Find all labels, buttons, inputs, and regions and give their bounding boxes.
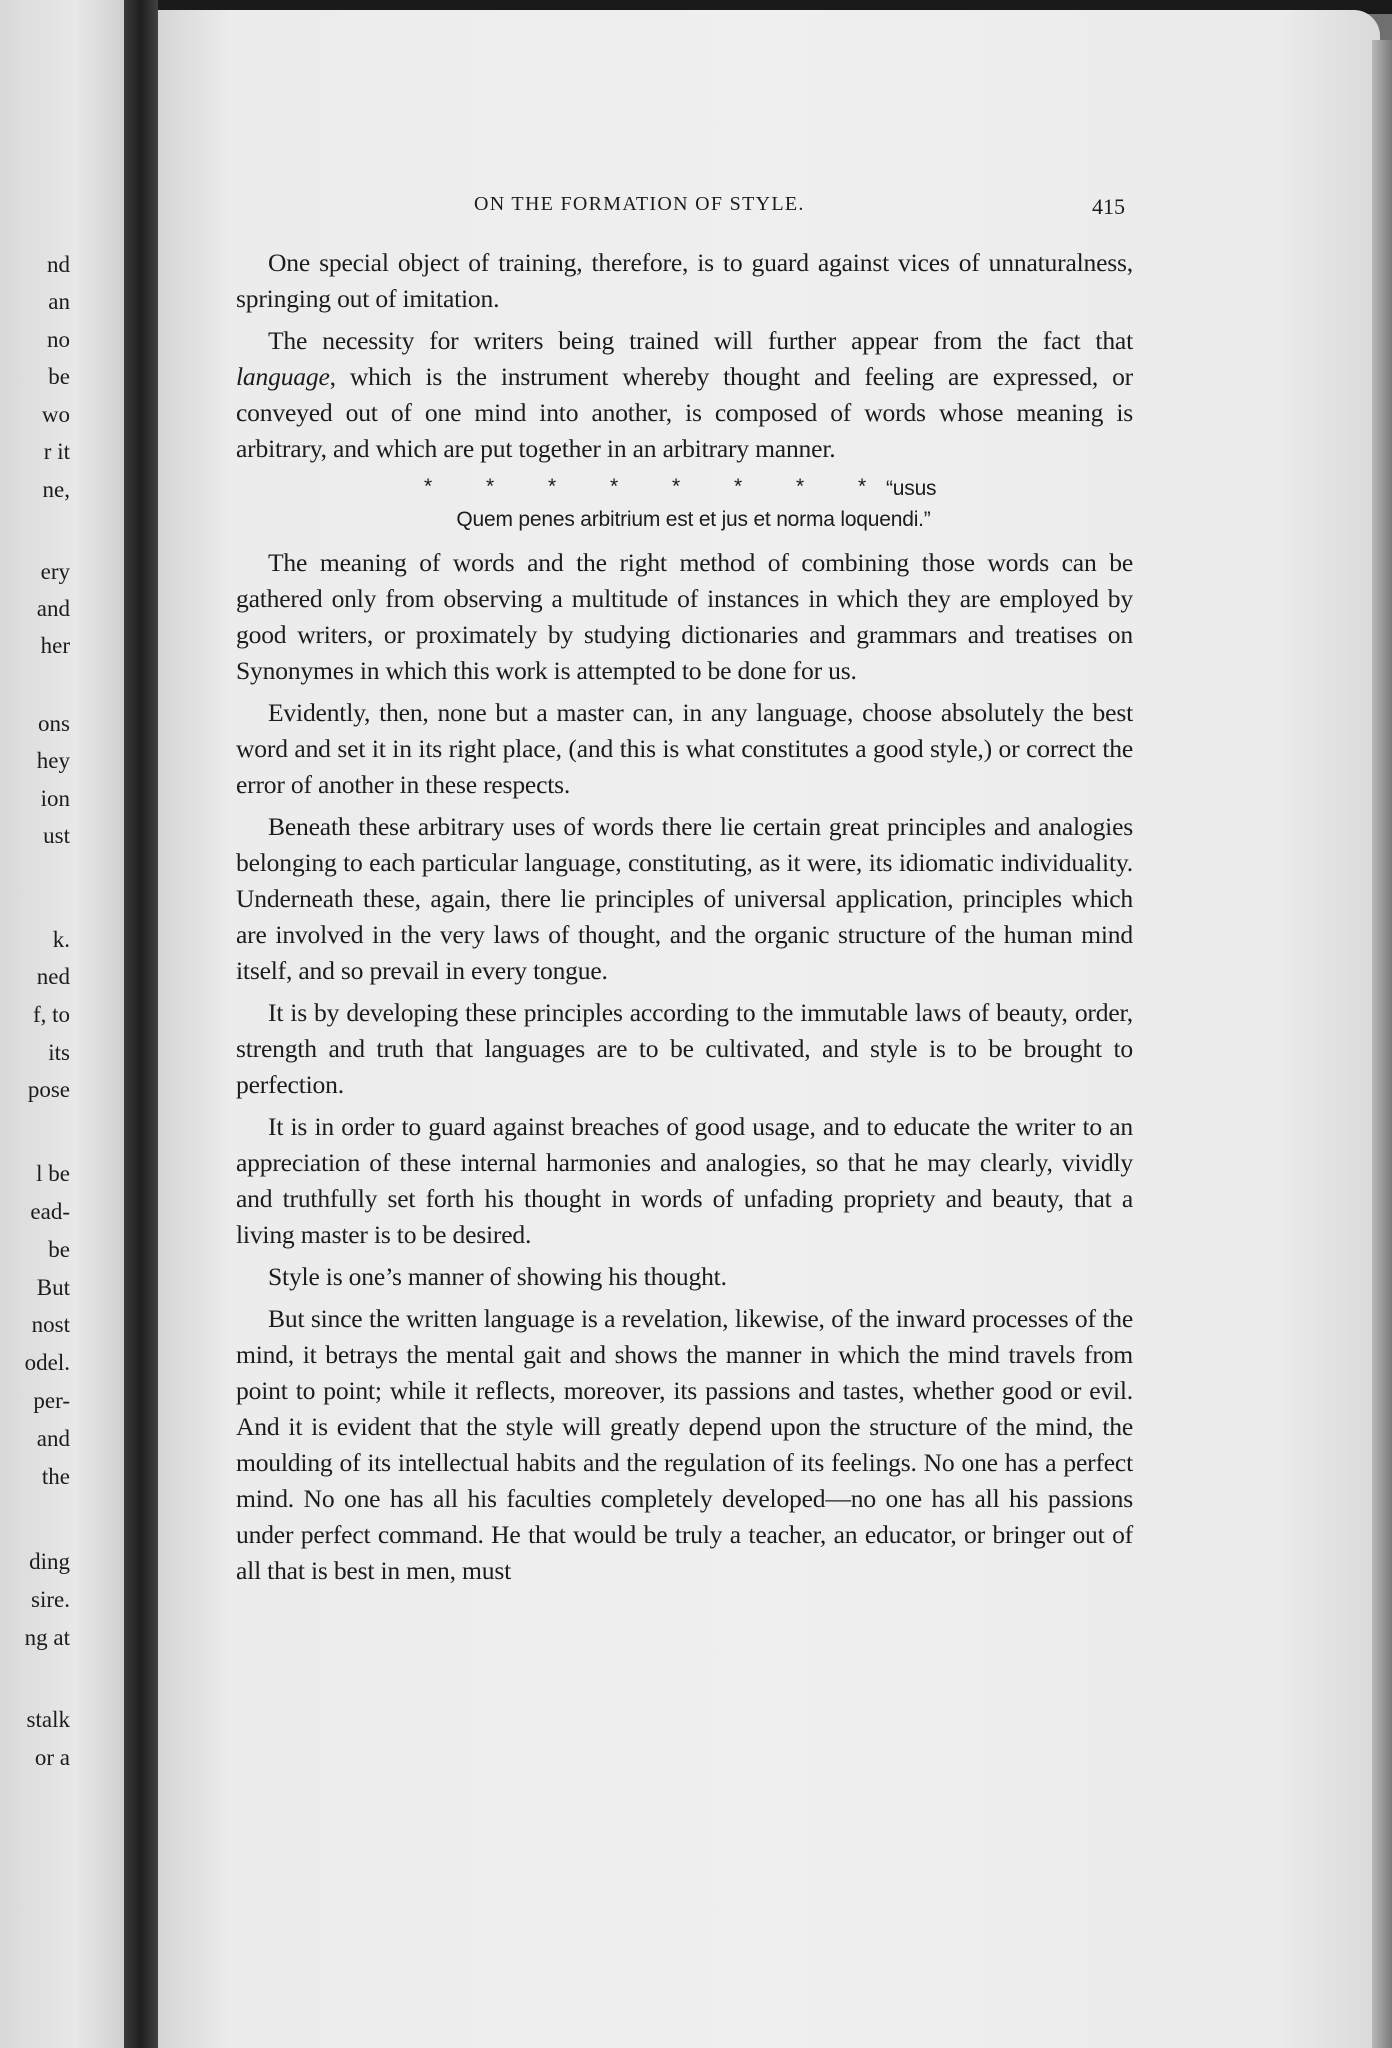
paragraph-9: But since the written language is a revelation, likewise, of the inward processes of the mind, it betrays the mental gait and shows the manner in which the mind travels from point to point; while it reflects, moreover, its passions and tastes, whether good or evil. And it is evident that the style will greatly depend upon the structure of the mind, the moulding of its intellectual habits and the regulation of its feelings. No one has a perfect mind. No one has all his faculties completely developed—no one has all his passions under perfect command. He that would be truly a teacher, an educator, or bringer out of all that is best in men, must — [236, 1304, 1133, 1585]
paragraph-2 — [236, 323, 1133, 467]
paragraph-4: Evidently, then, none but a master can, in any language, choose absolutely the best word and set it in its right place, (and this is what constitutes a good style,) or correct the error of another in these respects. — [236, 698, 1133, 799]
left-page-fragment: stalk — [26, 1707, 70, 1732]
running-head: ON THE FORMATION OF STYLE. — [474, 193, 805, 215]
left-page-fragment: its — [48, 1040, 70, 1065]
left-page-fragment: ng at — [24, 1625, 70, 1650]
left-page-fragment: odel. — [24, 1350, 70, 1375]
left-page-fragment: ion — [40, 786, 70, 811]
body-text — [236, 245, 1133, 1589]
paragraph-6: It is by developing these principles according to the immutable laws of beauty, order, strength and truth that languages are to be cultivated, and style is to be brought to perfection. — [236, 998, 1133, 1099]
left-page-fragment: be — [48, 364, 70, 389]
quotation-line-2: Quem penes arbitrium est et jus et norma loquendi.” — [456, 508, 931, 531]
left-page-fragment: r it — [43, 439, 70, 464]
paragraph-8: Style is one’s manner of showing his thought. — [268, 1262, 727, 1291]
left-page-fragment: her — [40, 633, 70, 658]
paragraph-2-text-b: , which is the instrument whereby thought and feeling are expressed, or conveyed out of one mind into another, is composed of words whose meaning is arbitrary, and which are put together in an arbitrary manner. — [236, 362, 1133, 463]
quotation-opening-word: “usus — [886, 477, 937, 500]
left-page-fragment: ust — [43, 823, 70, 848]
paragraph-2-italic-word: language — [236, 362, 330, 391]
paragraph-2-text-a: The necessity for writers being trained will further appear from the fact that — [268, 326, 1133, 355]
right-page-edge — [1372, 40, 1392, 2048]
left-page-fragment: ons — [38, 711, 70, 736]
left-page-fragment: ead- — [30, 1199, 70, 1224]
left-page-fragment: and — [36, 1426, 70, 1451]
book-gutter — [124, 0, 162, 2048]
left-page-edge — [0, 0, 126, 2048]
left-page-fragment: nd — [47, 252, 70, 277]
paragraph-3: The meaning of words and the right method of combining those words can be gathered only from observing a multitude of instances in which they are employed by good writers, or proximately by studying dictionaries and grammars and treatises on Synonymes in which this work is attempted to be done for us. — [236, 548, 1133, 685]
left-page-fragment: hey — [36, 748, 70, 773]
left-page-fragment: ne, — [42, 477, 70, 502]
left-page-fragment: per- — [33, 1388, 70, 1413]
left-page-fragment: f, to — [32, 1002, 70, 1027]
left-page-fragment: ery — [40, 559, 70, 584]
page-number: 415 — [1092, 194, 1125, 219]
left-page-fragment: an — [48, 289, 70, 314]
left-page-fragment: the — [41, 1464, 70, 1489]
left-page-fragment: and — [36, 596, 70, 621]
paragraph-7: It is in order to guard against breaches of good usage, and to educate the writer to an appreciation of these internal harmonies and analogies, so that he may clearly, vividly and truthfully set forth his thought in words of unfading propriety and beauty, that a living master is to be desired. — [236, 1112, 1133, 1249]
left-page-fragment: k. — [52, 927, 70, 952]
left-page-fragment: ned — [36, 964, 70, 989]
left-page-fragment: ding — [29, 1549, 70, 1574]
left-page-fragment: no — [47, 327, 70, 352]
left-page-fragment: pose — [27, 1077, 70, 1102]
left-page-fragment: But — [36, 1275, 70, 1300]
paragraph-5: Beneath these arbitrary uses of words there lie certain great principles and analogies belonging to each particular language, constituting, as it were, its idiomatic individuality. Underneath these, again, there lie principles of universal application, principles which are involved in the very laws of thought, and the organic structure of the human mind itself, and so prevail in every tongue. — [236, 812, 1133, 985]
left-page-fragment: nost — [31, 1312, 70, 1337]
quotation-ellipsis-stars: * * * * * * * * — [424, 475, 891, 498]
left-page-fragment: or a — [34, 1745, 70, 1770]
paragraph-1: One special object of training, therefore, is to guard against vices of unnaturalness, springing out of imitation. — [236, 248, 1133, 313]
left-page-fragment: l be — [36, 1161, 70, 1186]
left-page-fragment: be — [48, 1237, 70, 1262]
quotation-line-1 — [236, 469, 1133, 503]
left-page-fragment: wo — [41, 402, 70, 427]
left-page-fragment: sire. — [31, 1587, 70, 1612]
